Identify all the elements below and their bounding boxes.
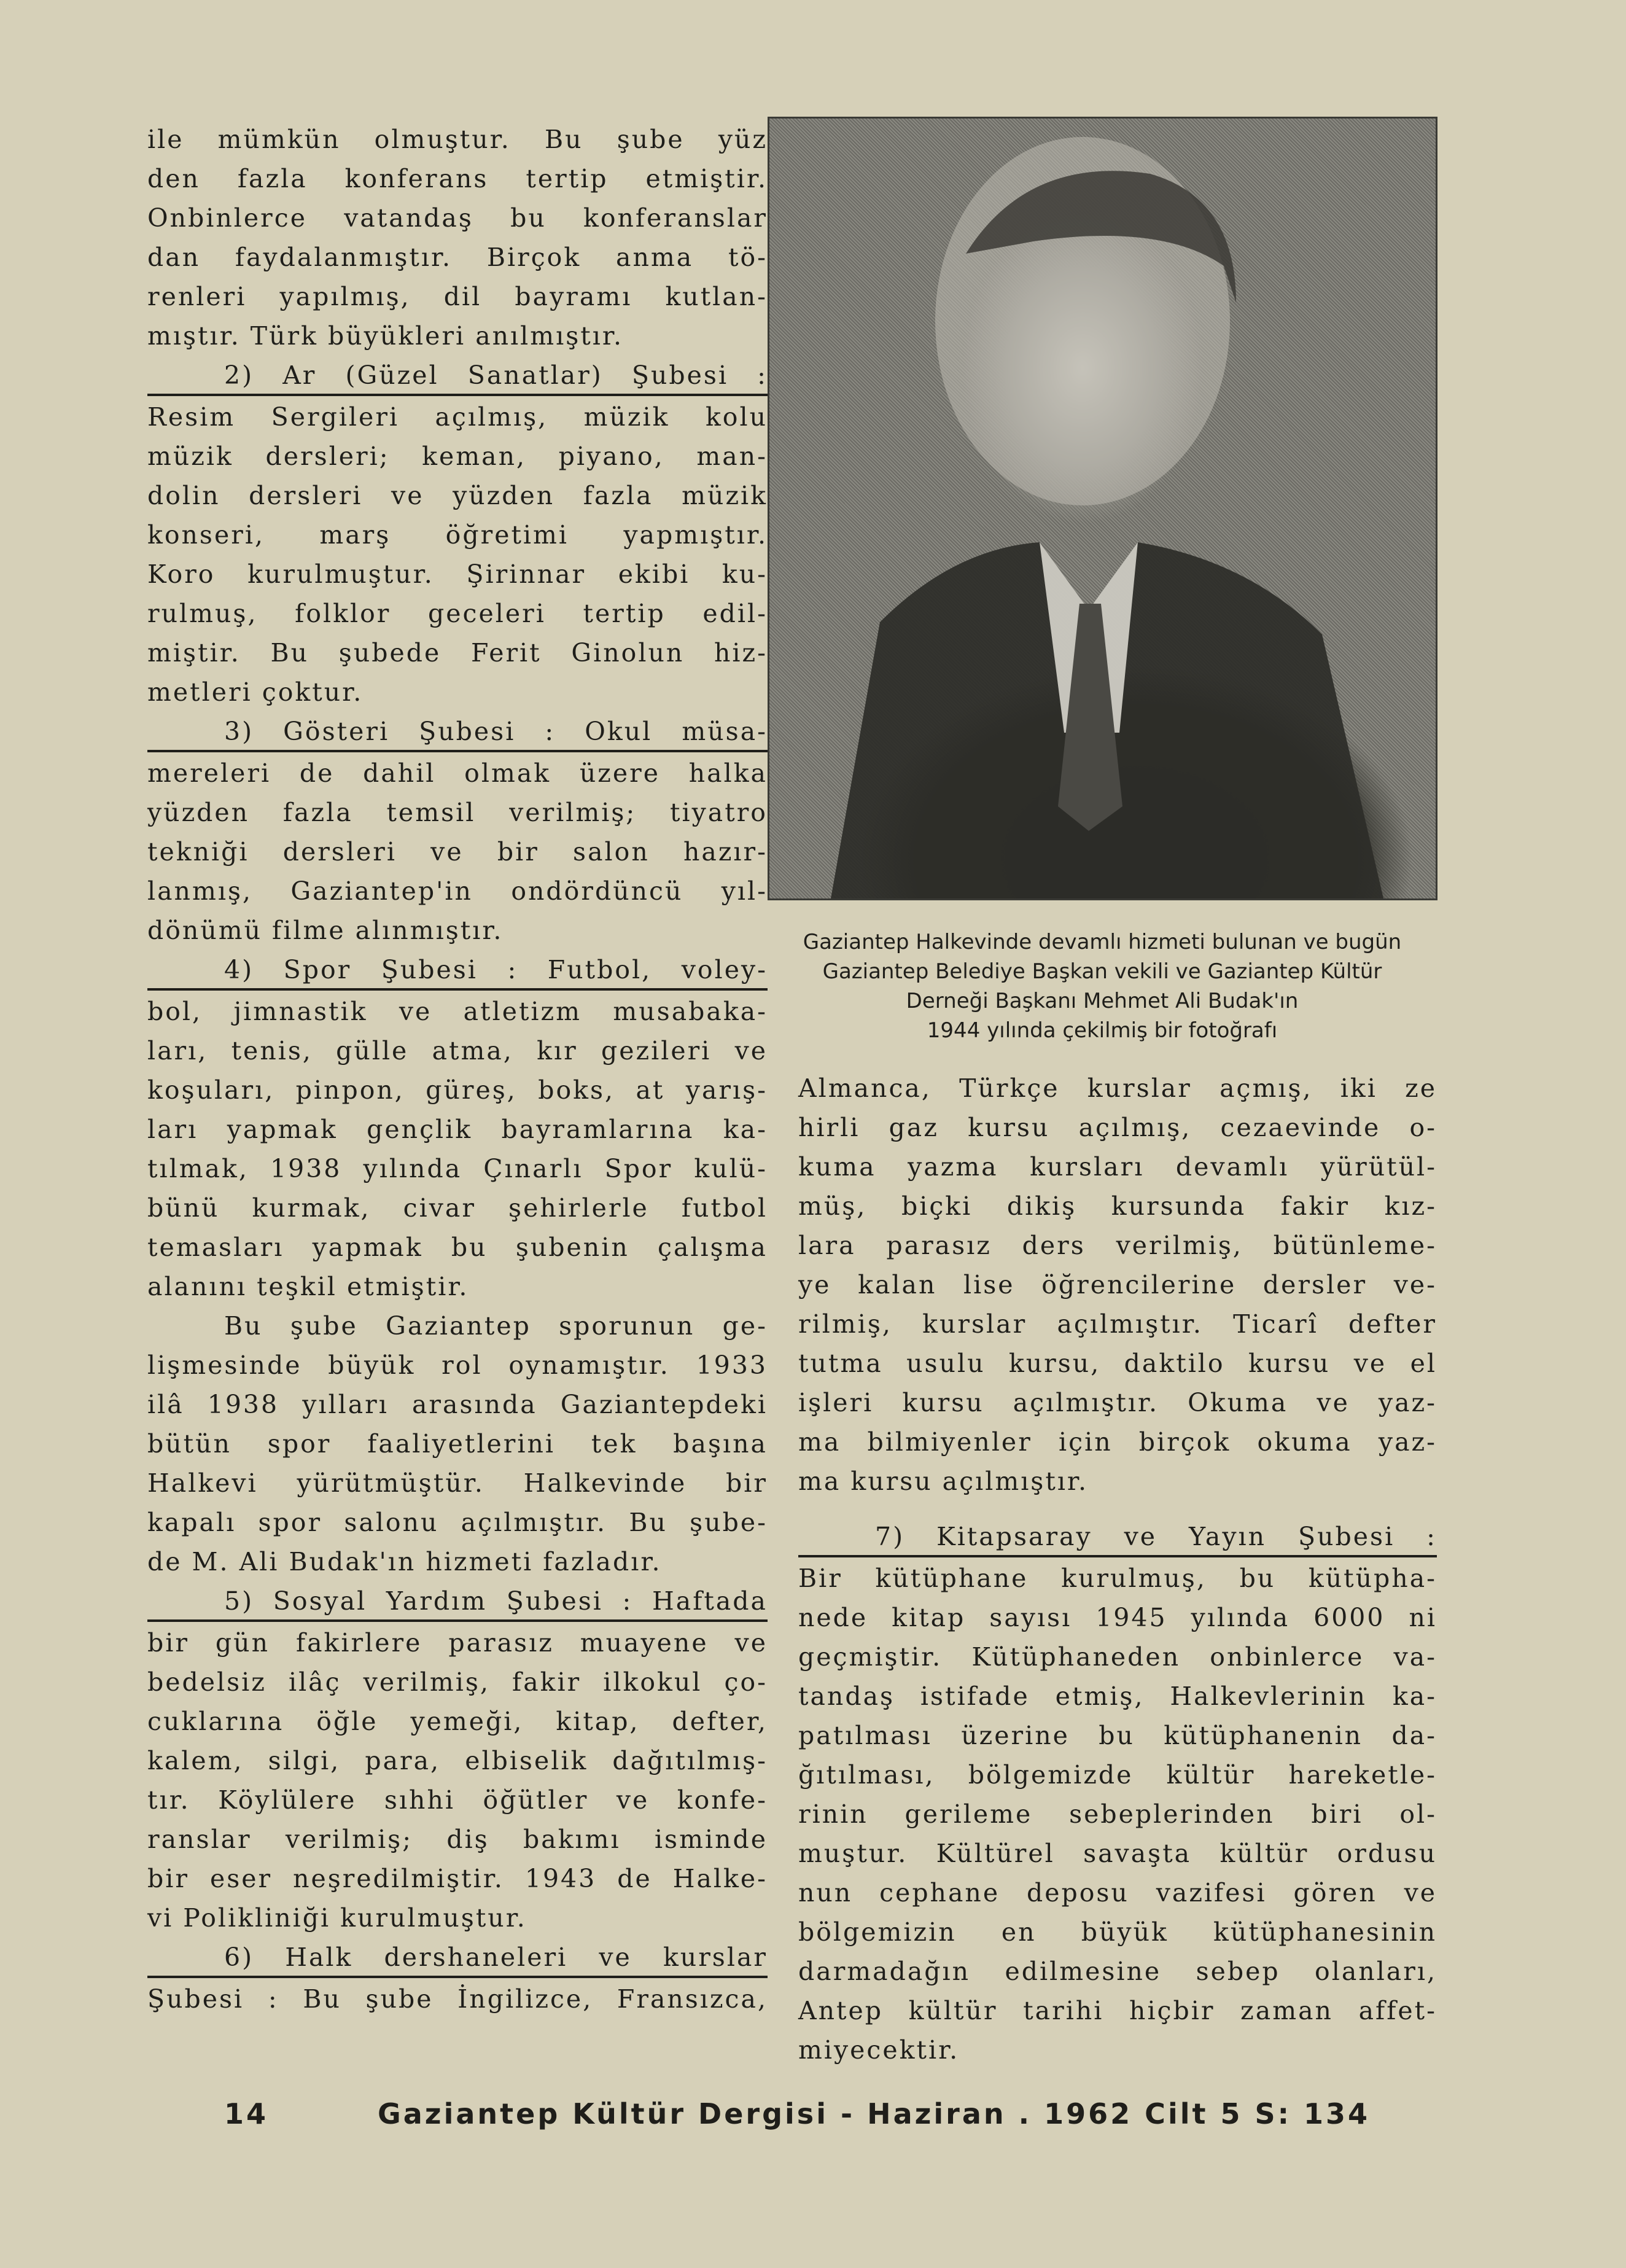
text-line: rulmuş, folklor geceleri tertip edil-	[147, 599, 768, 628]
text-line: Antep kültür tarihi hiçbir zaman affet-	[798, 1996, 1437, 2025]
section-heading: 2) Ar (Güzel Sanatlar) Şubesi :	[147, 356, 768, 396]
text-line: Bir kütüphane kurulmuş, bu kütüpha-	[798, 1564, 1437, 1593]
section-heading: 3) Gösteri Şubesi : Okul müsa-	[147, 712, 768, 752]
text-line: vi Polikliniği kurulmuştur.	[147, 1903, 527, 1933]
text-line: de M. Ali Budak'ın hizmeti fazladır.	[147, 1547, 662, 1576]
spacer	[798, 1501, 1437, 1517]
text-line: yüzden fazla temsil verilmiş; tiyatro	[147, 798, 768, 827]
text-line: mereleri de dahil olmak üzere halka	[147, 758, 768, 788]
text-line: bünü kurmak, civar şehirlerle futbol	[147, 1193, 768, 1223]
text-line: ile mümkün olmuştur. Bu şube yüz	[147, 125, 768, 154]
text-line: bir gün fakirlere parasız muayene ve	[147, 1628, 768, 1658]
text-line: Onbinlerce vatandaş bu konferanslar	[147, 203, 768, 233]
text-line: tutma usulu kursu, daktilo kursu ve el	[798, 1349, 1437, 1378]
section-heading: 6) Halk dershaneleri ve kurslar	[147, 1938, 768, 1978]
text-line: dolin dersleri ve yüzden fazla müzik	[147, 481, 768, 510]
caption-line: Gaziantep Halkevinde devamlı hizmeti bulunan ve bugün	[803, 930, 1402, 954]
text-line: geçmiştir. Kütüphaneden onbinlerce va-	[798, 1642, 1437, 1672]
text-line: tılmak, 1938 yılında Çınarlı Spor kulü-	[147, 1154, 768, 1183]
section-heading: 5) Sosyal Yardım Şubesi : Haftada	[147, 1581, 768, 1622]
text-line: hirli gaz kursu açılmış, cezaevinde o-	[798, 1113, 1437, 1142]
text-line: dönümü filme alınmıştır.	[147, 916, 504, 945]
text-line: tandaş istifade etmiş, Halkevlerinin ka-	[798, 1682, 1437, 1711]
text-line: kapalı spor salonu açılmıştır. Bu şube-	[147, 1508, 768, 1537]
text-line: bölgemizin en büyük kütüphanesinin	[798, 1917, 1437, 1947]
text-line: ma bilmiyenler için birçok okuma yaz-	[798, 1427, 1437, 1457]
portrait-photo	[768, 117, 1437, 900]
text-line: dan faydalanmıştır. Birçok anma tö-	[147, 243, 768, 272]
text-line: Almanca, Türkçe kurslar açmış, iki ze	[798, 1074, 1437, 1103]
text-line: müş, biçki dikiş kursunda fakir kız-	[798, 1191, 1437, 1221]
footer-text: Gaziantep Kültür Dergisi - Haziran . 1962 Cilt 5 S: 134	[378, 2097, 1371, 2130]
right-column	[798, 1069, 1437, 2070]
photo-caption	[764, 927, 1440, 1045]
text-line: lanmış, Gaziantep'in ondördüncü yıl-	[147, 876, 768, 906]
text-line: temasları yapmak bu şubenin çalışma	[147, 1233, 768, 1262]
page-number: 14	[224, 2097, 269, 2130]
text-line: koşuları, pinpon, güreş, boks, at yarış-	[147, 1075, 768, 1105]
text-line: patılması üzerine bu kütüphanenin da-	[798, 1721, 1437, 1750]
text-line: darmadağın edilmesine sebep olanları,	[798, 1957, 1437, 1986]
text-line: miyecektir.	[798, 2035, 960, 2065]
text-line: rilmiş, kurslar açılmıştır. Ticarî defter	[798, 1309, 1437, 1339]
text-line: tır. Köylülere sıhhi öğütler ve konfe-	[147, 1785, 768, 1815]
text-line: nede kitap sayısı 1945 yılında 6000 ni	[798, 1603, 1437, 1632]
text-line: ma kursu açılmıştır.	[798, 1467, 1089, 1496]
text-line: bedelsiz ilâç verilmiş, fakir ilkokul ço-	[147, 1667, 768, 1697]
caption-line: 1944 yılında çekilmiş bir fotoğrafı	[927, 1018, 1278, 1043]
text-line: konseri, marş öğretimi yapmıştır.	[147, 520, 768, 550]
text-line: kuma yazma kursları devamlı yürütül-	[798, 1152, 1437, 1182]
text-line: ğıtılması, bölgemizde kültür hareketle-	[798, 1760, 1437, 1790]
text-line: ları yapmak gençlik bayramlarına ka-	[147, 1115, 768, 1144]
text-line: Resim Sergileri açılmış, müzik kolu	[147, 402, 768, 432]
text-line: bol, jimnastik ve atletizm musabaka-	[147, 997, 768, 1026]
portrait-illustration	[769, 119, 1436, 898]
text-line: lişmesinde büyük rol oynamıştır. 1933	[147, 1350, 768, 1380]
text-line: işleri kursu açılmıştır. Okuma ve yaz-	[798, 1388, 1437, 1417]
text-line: Bu şube Gaziantep sporunun ge-	[224, 1311, 768, 1341]
text-line: ları, tenis, gülle atma, kır gezileri ve	[147, 1036, 768, 1066]
text-line: bütün spor faaliyetlerini tek başına	[147, 1429, 768, 1459]
text-line: ye kalan lise öğrencilerine dersler ve-	[798, 1270, 1437, 1300]
text-line: cuklarına öğle yemeği, kitap, defter,	[147, 1707, 768, 1736]
text-line: Koro kurulmuştur. Şirinnar ekibi ku-	[147, 559, 768, 589]
text-line: muştur. Kültürel savaşta kültür ordusu	[798, 1839, 1437, 1868]
section-heading: 4) Spor Şubesi : Futbol, voley-	[147, 950, 768, 991]
text-line: Şubesi : Bu şube İngilizce, Fransızca,	[147, 1984, 768, 2014]
text-line: müzik dersleri; keman, piyano, man-	[147, 442, 768, 471]
text-line: rinin gerileme sebeplerinden biri ol-	[798, 1799, 1437, 1829]
text-line: renleri yapılmış, dil bayramı kutlan-	[147, 282, 768, 311]
left-column	[147, 120, 768, 2019]
text-line: mıştır. Türk büyükleri anılmıştır.	[147, 321, 624, 351]
text-line: tekniği dersleri ve bir salon hazır-	[147, 837, 768, 867]
text-line: den fazla konferans tertip etmiştir.	[147, 164, 768, 193]
page-footer	[224, 2097, 1391, 2134]
caption-line: Derneği Başkanı Mehmet Ali Budak'ın	[906, 989, 1299, 1013]
text-line: kalem, silgi, para, elbiselik dağıtılmış-	[147, 1746, 768, 1775]
text-line: bir eser neşredilmiştir. 1943 de Halke-	[147, 1864, 768, 1893]
text-line: Halkevi yürütmüştür. Halkevinde bir	[147, 1468, 768, 1498]
text-line: ilâ 1938 yılları arasında Gaziantepdeki	[147, 1390, 768, 1419]
caption-line: Gaziantep Belediye Başkan vekili ve Gaziantep Kültür	[822, 959, 1382, 984]
text-line: miştir. Bu şubede Ferit Ginolun hiz-	[147, 638, 768, 668]
text-line: ranslar verilmiş; diş bakımı isminde	[147, 1825, 768, 1854]
text-line: lara parasız ders verilmiş, bütünleme-	[798, 1231, 1437, 1260]
text-line: nun cephane deposu vazifesi gören ve	[798, 1878, 1437, 1908]
text-line: alanını teşkil etmiştir.	[147, 1272, 469, 1301]
text-line: metleri çoktur.	[147, 677, 364, 707]
section-heading: 7) Kitapsaray ve Yayın Şubesi :	[798, 1517, 1437, 1557]
